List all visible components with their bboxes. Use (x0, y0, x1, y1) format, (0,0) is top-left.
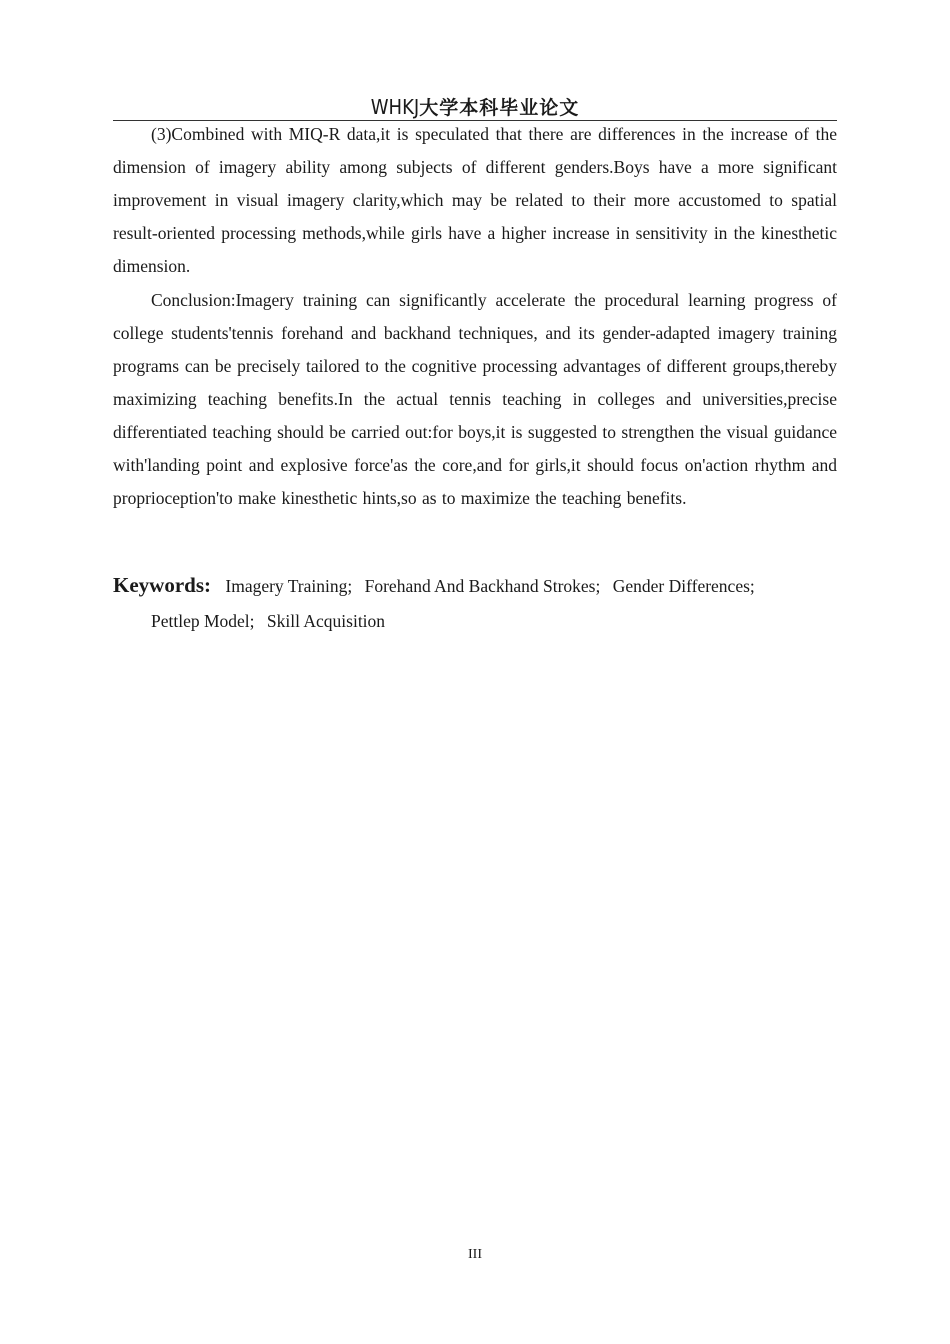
paragraph-conclusion: Conclusion:Imagery training can significantly accelerate the procedural learning progress of college students'tennis forehand and backhand techniques, and its gender-adapted imagery training programs can be precisely tailored to the cognitive processing advantages of different groups,thereby maximizing teaching benefits.In the actual tennis teaching in colleges and universities,precise differentiated teaching should be carried out:for boys,it is suggested to strengthen the visual guidance with'landing point and explosive force'as the core,and for girls,it should focus on'action rhythm and proprioception'to make kinesthetic hints,so as to maximize the teaching benefits. (113, 290, 837, 508)
page-number: III (468, 1247, 482, 1262)
keywords-section (113, 568, 837, 639)
abstract-body (113, 118, 837, 516)
header-brand: WHKJ (370, 95, 420, 119)
keyword-item: Pettlep Model; (151, 611, 255, 631)
keyword-item: Gender Differences; (612, 576, 755, 596)
keyword-item: Forehand And Backhand Strokes; (364, 576, 601, 596)
page-header (113, 94, 837, 121)
header-title: 大学本科毕业论文 (419, 97, 580, 119)
keywords-line-2 (113, 604, 837, 639)
keywords-label: Keywords: (113, 573, 211, 597)
keywords-line-1 (113, 568, 837, 604)
paragraph-finding-3: (3)Combined with MIQ-R data,it is speculated that there are differences in the increase of the dimension of imagery ability among subjects of different genders.Boys have a more significant improvement in visual imagery clarity,which may be related to their more accustomed to spatial result-oriented processing methods,while girls have a higher increase in sensitivity in the kinesthetic dimension. (113, 124, 837, 276)
keyword-item: Imagery Training; (225, 576, 353, 596)
keyword-item: Skill Acquisition (266, 611, 386, 631)
